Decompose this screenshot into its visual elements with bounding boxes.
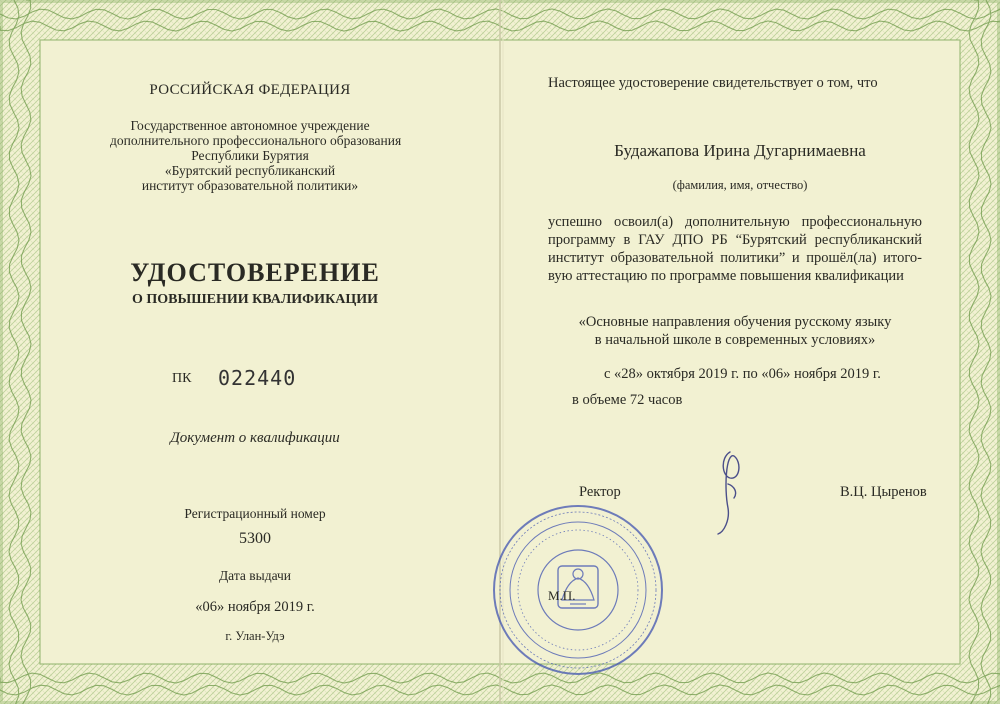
- document-title: УДОСТОВЕРЕНИЕ: [130, 258, 380, 287]
- institution-line: дополнительного профессионального образования: [110, 133, 402, 148]
- issue-date-label: Дата выдачи: [218, 568, 292, 583]
- institution-line: Государственное автономное учреждение: [130, 118, 370, 133]
- institution-line: институт образовательной политики»: [141, 178, 359, 193]
- program-title: [548, 313, 922, 349]
- series-label: ПК: [172, 371, 192, 386]
- issue-city: г. Улан-Удэ: [225, 629, 285, 643]
- intro-text: Настоящее удостоверение свидетельствует о том, что: [548, 75, 878, 91]
- institution-line: Республики Бурятия: [191, 148, 309, 163]
- signer-name: В.Ц. Цыренов: [840, 484, 927, 500]
- program-line: в начальной школе в современных условиях»: [594, 332, 876, 348]
- document-type: Документ о квалификации: [170, 430, 340, 446]
- completion-line: институт образовательной политики” и прошёл(ла) итого-: [548, 250, 922, 266]
- institution-line: «Бурятский республиканский: [164, 163, 336, 178]
- signature-icon: [700, 448, 760, 538]
- certificate-number: 022440: [218, 366, 297, 390]
- registration-label: Регистрационный номер: [184, 506, 326, 521]
- institution-block: [110, 118, 402, 193]
- completion-line: успешно освоил(а) дополнительную профессиональную: [548, 214, 922, 230]
- document-subtitle: О ПОВЫШЕНИИ КВАЛИФИКАЦИИ: [131, 292, 379, 307]
- signer-title: Ректор: [579, 484, 621, 500]
- completion-text: [548, 213, 922, 285]
- issue-date: «06» ноября 2019 г.: [195, 599, 315, 615]
- program-line: «Основные направления обучения русскому языку: [578, 314, 892, 330]
- completion-line: вую аттестацию по программе повышения квалификации: [548, 268, 904, 284]
- stamp-seal-icon: [488, 500, 668, 680]
- recipient-name: Будажапова Ирина Дугарнимаевна: [614, 141, 866, 160]
- name-caption: (фамилия, имя, отчество): [672, 178, 808, 192]
- country-heading: РОССИЙСКАЯ ФЕДЕРАЦИЯ: [149, 82, 351, 98]
- study-period: с «28» октября 2019 г. по «06» ноября 2019 г.: [604, 366, 881, 382]
- study-volume: в объеме 72 часов: [572, 392, 683, 408]
- registration-number: 5300: [239, 530, 271, 547]
- seal-place-label: М.П.: [548, 588, 576, 603]
- completion-line: программу в ГАУ ДПО РБ “Бурятский республиканский: [548, 232, 922, 248]
